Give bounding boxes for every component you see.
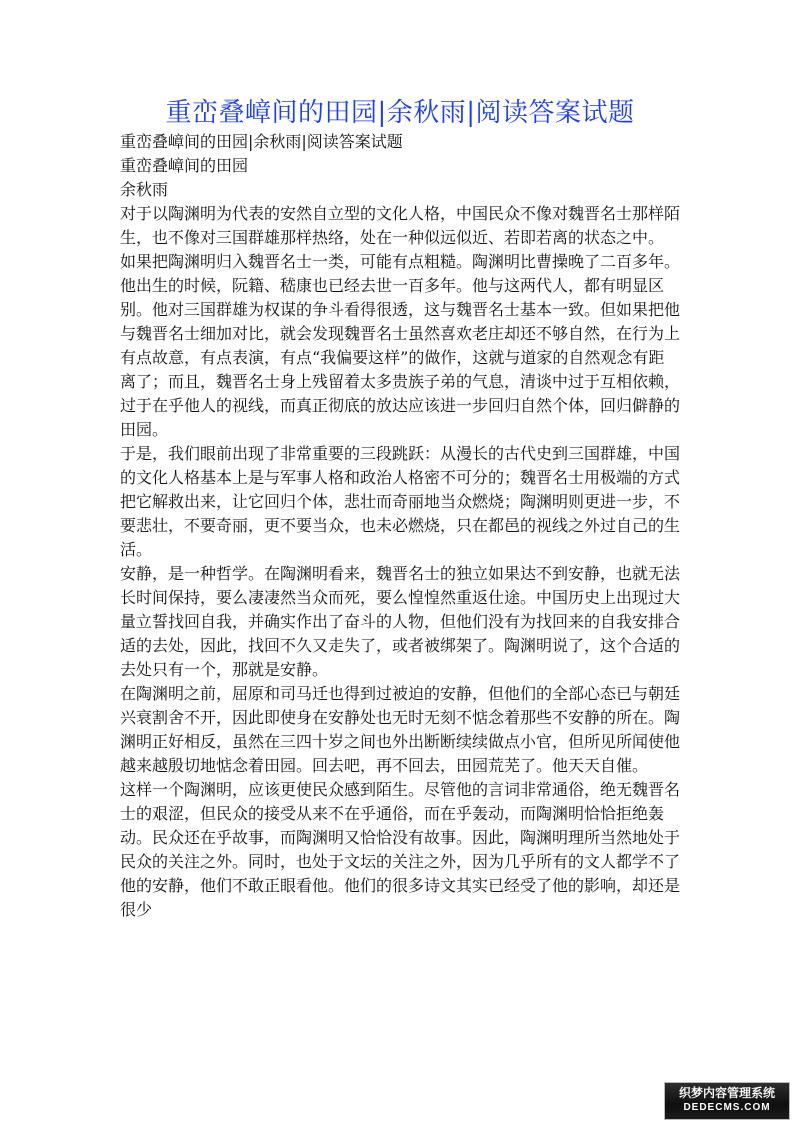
paragraph-6: 这样一个陶渊明，应该更使民众感到陌生。尽管他的言词非常通俗，绝无魏晋名士的艰涩，但民众的接受从来不在乎通俗，而在乎轰动，而陶渊明恰恰拒绝轰动。民众还在乎故事，而陶渊明又恰恰没有故事。因此，陶渊明理所当然地处于民众的关注之外。同时，也处于文坛的关注之外，因为几乎所有的文人都学不了他的安静，他们不敢正眼看他。他们的很多诗文其实已经受了他的影响，却还是很少 bbox=[120, 780, 681, 919]
document-title: 重峦叠嶂间的田园|余秋雨|阅读答案试题 bbox=[165, 98, 635, 128]
paragraph-1: 对于以陶渊明为代表的安然自立型的文化人格，中国民众不像对魏晋名士那样陌生，也不像对三国群雄那样热络，处在一种似远似近、若即若离的状态之中。 bbox=[120, 204, 681, 247]
paragraph-4: 安静，是一种哲学。在陶渊明看来，魏晋名士的独立如果达不到安静，也就无法长时间保持，要么凄凄然当众而死，要么惶惶然重返仕途。中国历史上出现过大量立誓找回自我，并确实作出了奋斗的人物，但他们没有为找回来的自我安排合适的去处，因此，找回不久又走失了，或者被绑架了。陶渊明说了，这个合适的去处只有一个，那就是安静。 bbox=[120, 564, 681, 679]
article-title: 重峦叠嶂间的田园 bbox=[120, 156, 249, 175]
watermark-logo bbox=[664, 1082, 790, 1120]
watermark-line-1: 织梦内容管理系统 bbox=[678, 1086, 775, 1100]
paragraph-3: 于是，我们眼前出现了非常重要的三段跳跃：从漫长的古代史到三国群雄，中国的文化人格基本上是与军事人格和政治人格密不可分的；魏晋名士用极端的方式把它解救出来，让它回归个体，悲壮而奇丽地当众燃烧；陶渊明则更进一步，不要悲壮，不要奇丽，更不要当众，也未必燃烧，只在都邑的视线之外过自己的生活。 bbox=[120, 444, 681, 559]
author-name: 余秋雨 bbox=[120, 180, 169, 199]
paragraph-2: 如果把陶渊明归入魏晋名士一类，可能有点粗糙。陶渊明比曹操晚了二百多年。他出生的时候，阮籍、嵇康也已经去世一百多年。他与这两代人，都有明显区别。他对三国群雄为权谋的争斗看得很透，这与魏晋名士基本一致。但如果把他与魏晋名士细加对比，就会发现魏晋名士虽然喜欢老庄却还不够自然，在行为上有点故意，有点表演，有点“我偏要这样”的做作，这就与道家的自然观念有距离了；而且，魏晋名士身上残留着太多贵族子弟的气息，清谈中过于互相依赖，过于在乎他人的视线，而真正彻底的放达应该进一步回归自然个体，回归僻静的田园。 bbox=[120, 252, 681, 439]
watermark-line-2: DEDECMS.COM bbox=[683, 1102, 771, 1113]
document-subtitle: 重峦叠嶂间的田园|余秋雨|阅读答案试题 bbox=[120, 132, 403, 151]
article-body bbox=[120, 202, 680, 922]
paragraph-5: 在陶渊明之前，屈原和司马迁也得到过被迫的安静，但他们的全部心态已与朝廷兴衰割舍不开，因此即使身在安静处也无时无刻不惦念着那些不安静的所在。陶渊明正好相反，虽然在三四十岁之间也外出断断续续做点小官，但所见所闻使他越来越殷切地惦念着田园。回去吧，再不回去，田园荒芜了。他天天自催。 bbox=[120, 684, 681, 775]
